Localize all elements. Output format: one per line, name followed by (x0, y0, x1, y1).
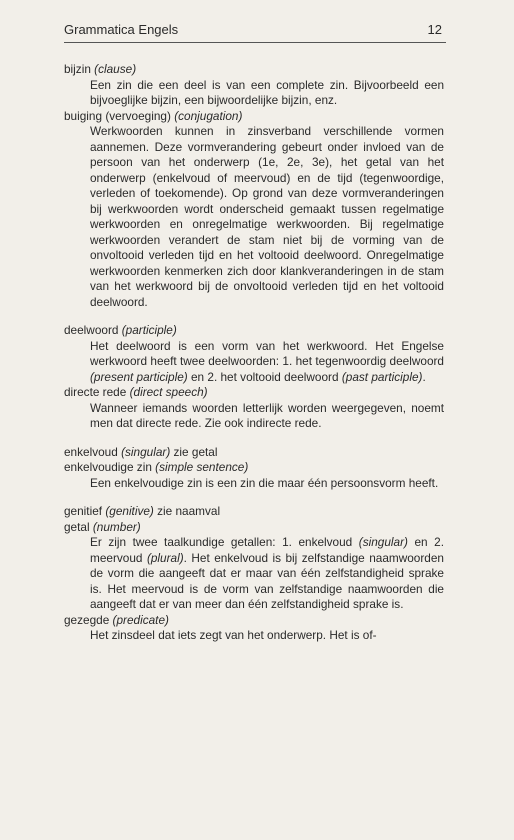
entry-translation: (conjugation) (174, 108, 243, 123)
entry-term: getal (64, 519, 90, 534)
entry-term: deelwoord (64, 323, 119, 337)
glossary-entry-buiging (64, 109, 444, 311)
entry-definition: Werkwoorden kunnen in zinsverband verschillende vormen aannemen. Deze vormverandering gebeurt onder invloed van de persoon van het onderwerp (1e, 2e, 3e), het getal van het onderwerp (enkelvoud of meervoud) en de tijd (tegenwoordige, verleden of toekomende). Op grond van deze vormveranderingen bij werkwoorden wordt onderscheid gemaakt tussen regelmatige werkwoorden en onregelmatige werkwoorden. Bij regelmatige werkwoorden verandert de stam niet bij de vorming van de onvoltooid verleden tijd en het voltooid deelwoord. Onregelmatige werkwoorden kenmerken zich door klankveranderingen in de stam van het werkwoord bij de onvoltooid verleden tijd en het voltooid deelwoord. (90, 124, 444, 309)
entry-translation: (number) (92, 519, 141, 534)
page-header (64, 22, 446, 43)
glossary-entry-bijzin (64, 62, 444, 109)
glossary-entry-enkelvoudige-zin (64, 460, 444, 491)
glossary-entry-directe-rede (64, 385, 444, 432)
entry-definition: Het zinsdeel dat iets zegt van het onderwerp. Het is of- (90, 628, 377, 642)
entry-translation: (singular) (121, 444, 171, 459)
entry-translation: (clause) (94, 62, 137, 76)
glossary-entry-gezegde (64, 613, 444, 644)
glossary-entry-getal (64, 520, 444, 613)
glossary-entry-enkelvoud (64, 445, 444, 461)
book-title: Grammatica Engels (64, 22, 179, 37)
entry-term: enkelvoud (64, 444, 118, 459)
entry-translation: (simple sentence) (155, 460, 249, 474)
entry-cross-reference: zie naamval (153, 504, 221, 518)
entry-definition: Er zijn twee taalkundige getallen: 1. enkelvoud (singular) en 2. meervoud (plural). Het enkelvoud is bij zelfstandige naamwoorden de vorm die aangeeft dat er maar van één zelfstandigheid sprake is. Het meervoud is de vorm van zelfstandige naamwoorden die aangeeft dat er van meer dan één zelfstandigheid sprake is. (90, 535, 444, 611)
entry-term: genitief (64, 504, 103, 518)
glossary (64, 62, 444, 644)
entry-translation: (predicate) (112, 612, 169, 627)
entry-term: directe rede (64, 385, 127, 399)
entry-translation: (direct speech) (129, 385, 208, 399)
entry-cross-reference: zie getal (170, 444, 218, 459)
entry-definition: Een enkelvoudige zin is een zin die maar één persoonsvorm heeft. (90, 475, 439, 490)
glossary-entry-genitief (64, 504, 444, 520)
entry-term: bijzin (64, 62, 91, 76)
entry-term: enkelvoudige zin (64, 460, 152, 474)
entry-translation: (genitive) (105, 504, 154, 518)
entry-translation: (participle) (121, 323, 177, 337)
entry-term: buiging (vervoeging) (64, 108, 171, 123)
entry-definition: Een zin die een deel is van een complete zin. Bijvoorbeeld een bijvoeglijke bijzin, een bijwoordelijke bijzin, enz. (90, 77, 444, 107)
entry-definition: Het deelwoord is een vorm van het werkwoord. Het Engelse werkwoord heeft twee deelwoorden: 1. het tegenwoordig deelwoord (present participle) en 2. het voltooid deelwoord (past participle). (90, 338, 444, 384)
entry-term: gezegde (64, 612, 110, 627)
page-number: 12 (427, 22, 442, 37)
glossary-entry-deelwoord (64, 323, 444, 385)
entry-definition: Wanneer iemands woorden letterlijk worden weergegeven, noemt men dat directe rede. Zie ook indirecte rede. (90, 400, 444, 430)
